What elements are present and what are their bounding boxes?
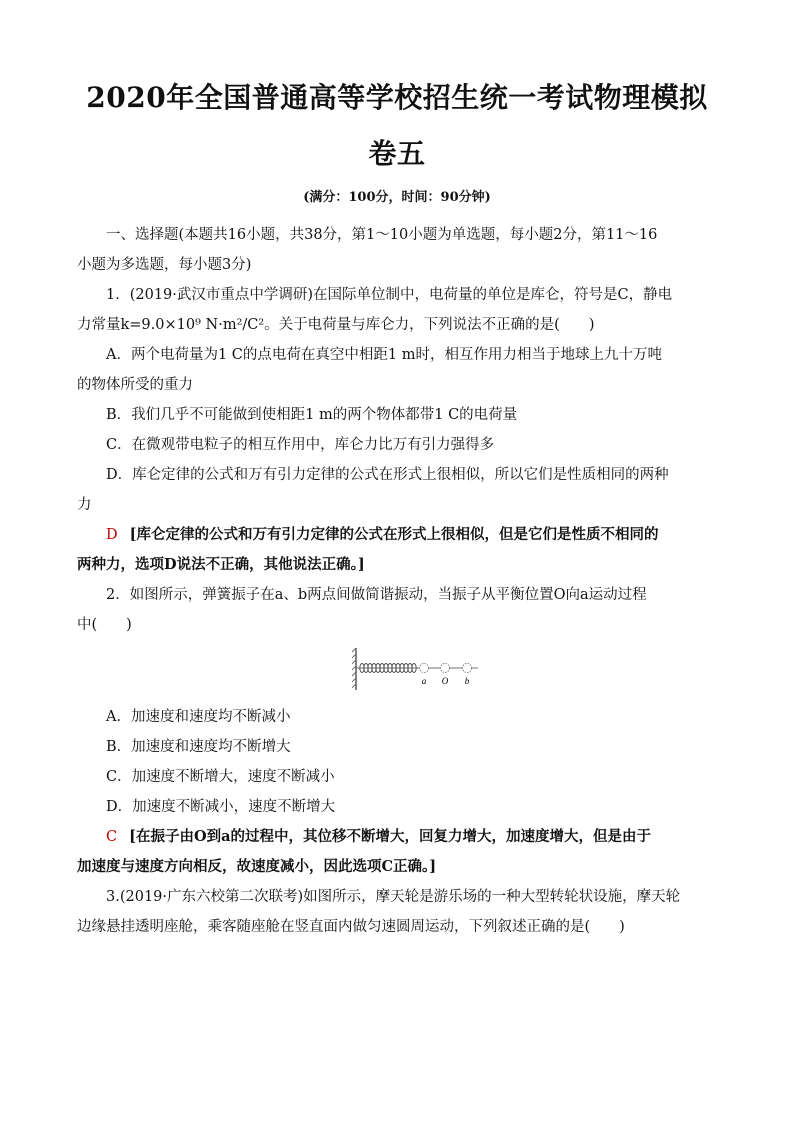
q1-answer [77, 520, 727, 550]
q1-answer-explanation-line2: 两种力，选项D说法不正确，其他说法正确。] [77, 556, 365, 573]
label-b: b [464, 676, 470, 686]
q2-option-b: B．加速度和速度均不断增大 [106, 739, 291, 755]
q2-option-d: D．加速度不断减小，速度不断增大 [106, 799, 336, 815]
exam-info: (满分：100分，时间：90分钟) [303, 190, 491, 205]
q1-option-d-line2: 力 [77, 497, 92, 513]
q1-stem-line1: 1．(2019·武汉市重点中学调研)在国际单位制中，电荷量的单位是库仑，符号是C，静电 [106, 287, 673, 303]
label-o: O [441, 676, 449, 686]
q1-option-b: B．我们几乎不可能做到使相距1 m的两个物体都带1 C的电荷量 [106, 407, 518, 423]
spring-oscillator-diagram [352, 646, 482, 692]
document-body [77, 220, 727, 942]
q2-answer-explanation-line2: 加速度与速度方向相反，故速度减小，因此选项C正确。] [77, 858, 437, 875]
section-heading-line2: 小题为多选题，每小题3分) [77, 257, 252, 273]
q2-option-c: C．加速度不断增大，速度不断减小 [106, 769, 335, 785]
document-title-line1: 2020年全国普通高等学校招生统一考试物理模拟 [86, 81, 708, 114]
q1-option-a-line1: A．两个电荷量为1 C的点电荷在真空中相距1 m时，相互作用力相当于地球上九十万吨 [106, 347, 662, 363]
q1-option-a-line2: 的物体所受的重力 [77, 377, 193, 393]
spring-oscillator-figure [77, 644, 727, 696]
q1-option-c: C．在微观带电粒子的相互作用中，库仑力比万有引力强得多 [106, 437, 495, 453]
label-a: a [421, 676, 427, 686]
position-b-marker [463, 664, 472, 673]
q2-stem-line1: 2．如图所示，弹簧振子在a、b两点间做简谐振动，当振子从平衡位置O向a运动过程 [106, 587, 647, 603]
document-title-line2: 卷五 [368, 137, 426, 170]
q1-option-d-line1: D．库仑定律的公式和万有引力定律的公式在形式上很相似，所以它们是性质相同的两种 [106, 467, 669, 483]
section-heading-line1: 一、选择题(本题共16小题，共38分，第1～10小题为单选题，每小题2分，第11～16 [106, 227, 658, 243]
q2-answer-letter: C [106, 829, 118, 845]
wall-hatching [352, 648, 356, 688]
q2-stem-line2: 中( ) [77, 617, 132, 633]
position-o-marker [441, 664, 450, 673]
q3-stem-line2: 边缘悬挂透明座舱，乘客随座舱在竖直面内做匀速圆周运动，下列叙述正确的是( ) [77, 919, 625, 935]
q2-answer [77, 822, 727, 852]
q3-stem-line1: 3.(2019·广东六校第二次联考)如图所示，摩天轮是游乐场的一种大型转轮状设施，摩天轮 [106, 889, 681, 905]
q1-answer-letter: D [106, 527, 118, 543]
spring-coil [360, 664, 416, 673]
q2-answer-explanation-line1: [在振子由O到a的过程中，其位移不断增大，回复力增大，加速度增大，但是由于 [129, 828, 651, 845]
q2-option-a: A．加速度和速度均不断减小 [106, 709, 291, 725]
q1-answer-explanation-line1: [库仑定律的公式和万有引力定律的公式在形式上很相似，但是它们是性质不相同的 [129, 526, 659, 543]
position-a-marker [420, 664, 429, 673]
q1-stem-line2: 力常量k=9.0×10⁹ N·m²/C²。关于电荷量与库仑力，下列说法不正确的是( ) [77, 317, 595, 333]
